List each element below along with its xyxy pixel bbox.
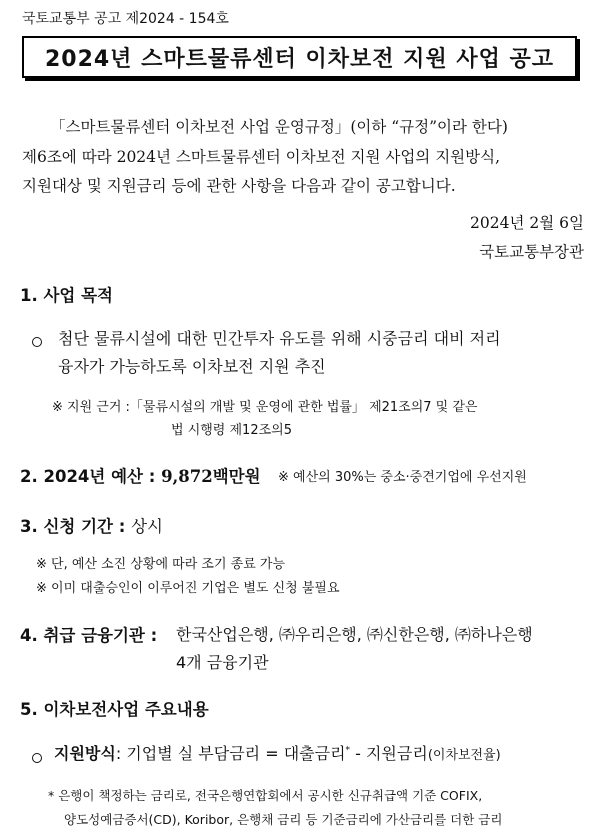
support-method-label: 지원방식 bbox=[54, 744, 116, 763]
section-2-note: ※ 예산의 30%는 중소·중견기업에 우선지원 bbox=[278, 470, 527, 485]
section-4-heading: 4. 취급 금융기관 : bbox=[20, 626, 158, 645]
section-4-banks-line-1: 한국산업은행, ㈜우리은행, ㈜신한은행, ㈜하나은행 bbox=[176, 625, 533, 644]
section-2-heading: 2. 2024년 예산 : bbox=[20, 467, 156, 486]
announcement-date: 2024년 2월 6일 bbox=[470, 214, 584, 232]
issuer: 국토교통부장관 bbox=[479, 243, 584, 261]
bullet-circle-icon bbox=[32, 332, 42, 351]
budget-value: 9,872백만원 bbox=[161, 467, 261, 486]
intro-line-3: 지원대상 및 지원금리 등에 관한 사항을 다음과 같이 공고합니다. bbox=[22, 177, 456, 195]
section-3-heading-row bbox=[20, 513, 163, 537]
application-period-value: 상시 bbox=[131, 517, 163, 536]
intro-line-1: 「스마트물류센터 이차보전 사업 운영규정」(이하 “규정”이라 한다) bbox=[50, 118, 508, 136]
footnote-line-2: 양도성예금증서(CD), Koribor, 은행채 금리 등 기준금리에 가산금리를 더한 금리 bbox=[64, 812, 503, 827]
section-3-note-1: ※ 단, 예산 소진 상황에 따라 조기 종료 가능 bbox=[36, 557, 286, 572]
section-3-note-2: ※ 이미 대출승인이 이루어진 기업은 별도 신청 불필요 bbox=[36, 581, 340, 596]
section-1-bullet-line-1: 첨단 물류시설에 대한 민간투자 유도를 위해 시중금리 대비 저리 bbox=[58, 329, 501, 348]
support-method-text-a: : 기업별 실 부담금리 = 대출금리 bbox=[115, 744, 346, 763]
section-5-heading: 5. 이차보전사업 주요내용 bbox=[20, 700, 209, 719]
support-method-text-c: (이차보전율) bbox=[427, 748, 501, 763]
footnote-line-1: * 은행이 책정하는 금리로, 전국은행연합회에서 공시한 신규취급액 기준 COFIX, bbox=[48, 788, 483, 803]
section-2-heading-row bbox=[20, 463, 261, 487]
footnote-marker: * bbox=[345, 745, 351, 756]
bullet-circle-icon bbox=[32, 748, 42, 767]
title-box bbox=[22, 36, 577, 78]
section-1-note-line-2: 법 시행령 제12조의5 bbox=[171, 423, 292, 438]
section-5-bullet bbox=[54, 741, 501, 764]
section-1-bullet-line-2: 융자가 가능하도록 이차보전 지원 추진 bbox=[58, 357, 326, 376]
section-3-heading: 3. 신청 기간 : bbox=[20, 517, 126, 536]
intro-line-2: 제6조에 따라 2024년 스마트물류센터 이차보전 지원 사업의 지원방식, bbox=[22, 148, 501, 166]
notice-number: 국토교통부 공고 제2024 - 154호 bbox=[22, 11, 229, 27]
section-1-heading: 1. 사업 목적 bbox=[20, 286, 113, 305]
section-1-note-line-1: ※ 지원 근거 :「물류시설의 개발 및 운영에 관한 법률」 제21조의7 및 같은 bbox=[52, 400, 478, 415]
support-method-text-b: - 지원금리 bbox=[350, 744, 428, 763]
section-4-banks-line-2: 4개 금융기관 bbox=[176, 653, 269, 672]
page-title: 2024년 스마트물류센터 이차보전 지원 사업 공고 bbox=[44, 46, 555, 72]
